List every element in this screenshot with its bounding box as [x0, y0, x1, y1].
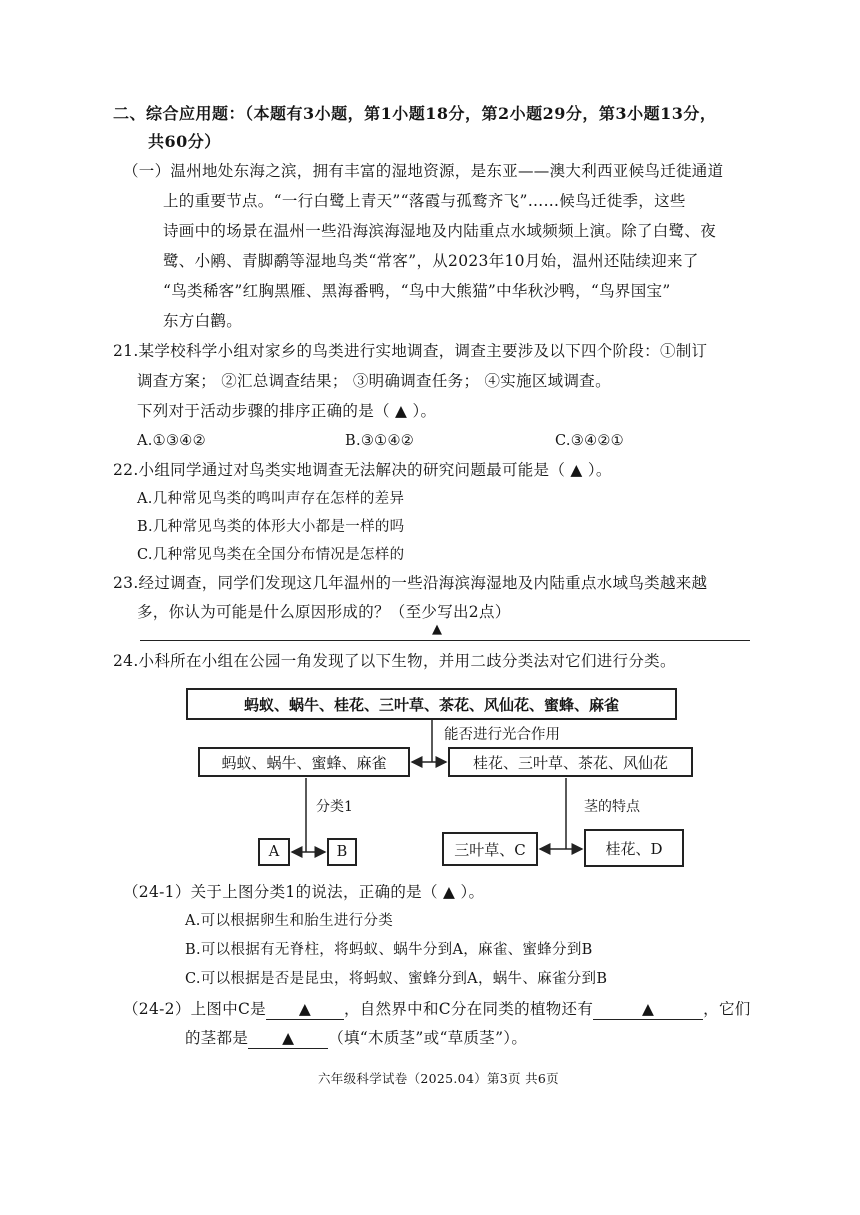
q24-2-line1 — [123, 999, 751, 1020]
q22-stem: 22.小组同学通过对鸟类实地调查无法解决的研究问题最可能是（ ▲ ）。 — [113, 461, 612, 479]
criterion-stem-feature: 茎的特点 — [584, 799, 640, 815]
blank-mark: ▲ — [642, 1000, 655, 1018]
q22-option-a: A.几种常见鸟类的鸣叫声存在怎样的差异 — [137, 491, 405, 507]
section-title-line1: 二、综合应用题：（本题有3小题，第1小题18分，第2小题29分，第3小题13分， — [113, 104, 717, 123]
diagram-box-top: 蚂蚁、蜗牛、桂花、三叶草、茶花、风仙花、蜜蜂、麻雀 — [186, 688, 677, 720]
passage-line: 鹭、小鹇、青脚鹬等湿地鸟类“常客”，从2023年10月始，温州还陆续迎来了 — [163, 252, 699, 270]
q24-2-suffix: ，它们 — [703, 1000, 751, 1018]
q21-stem-line2: 调查方案； ②汇总调查结果； ③明确调查任务； ④实施区域调查。 — [137, 372, 611, 390]
passage-line: “鸟类稀客”红胸黑雁、黑海番鸭，“鸟中大熊猫”中华秋沙鸭，“鸟界国宝” — [163, 282, 671, 300]
diagram-box-animals: 蚂蚁、蜗牛、蜜蜂、麻雀 — [198, 747, 410, 777]
q24-stem: 24.小科所在小组在公园一角发现了以下生物，并用二歧分类法对它们进行分类。 — [113, 652, 676, 670]
q21-option-b: B.③①④② — [345, 433, 415, 449]
q24-2-line2 — [185, 1028, 527, 1049]
q22-option-c: C.几种常见鸟类在全国分布情况是怎样的 — [137, 547, 405, 563]
q24-1-stem: （24-1）关于上图分类1的说法，正确的是（ ▲ ）。 — [123, 883, 485, 901]
criterion-classification-1: 分类1 — [316, 799, 353, 815]
blank-stem-type[interactable] — [248, 1028, 328, 1049]
q24-1-option-c: C.可以根据是否是昆虫，将蚂蚁、蜜蜂分到A，蜗牛、麻雀分到B — [185, 971, 608, 987]
q21-option-a: A.①③④② — [137, 433, 206, 449]
q24-2-line2-suffix: （填“木质茎”或“草质茎”）。 — [328, 1029, 528, 1047]
diagram-box-d: 桂花、D — [584, 829, 684, 867]
diagram-box-plants: 桂花、三叶草、茶花、风仙花 — [448, 747, 693, 777]
blank-c[interactable] — [266, 999, 344, 1020]
criterion-photosynthesis: 能否进行光合作用 — [444, 727, 560, 743]
passage-line: 东方白鹳。 — [163, 312, 243, 330]
q21-stem-line1: 21.某学校科学小组对家乡的鸟类进行实地调查，调查主要涉及以下四个阶段：①制订 — [113, 342, 708, 360]
q23-stem-line2: 多，你认为可能是什么原因形成的？（至少写出2点） — [137, 603, 511, 621]
blank-mark: ▲ — [282, 1029, 295, 1047]
q24-2-mid: ，自然界中和C分在同类的植物还有 — [343, 1000, 594, 1018]
blank-same-class-plants[interactable] — [593, 999, 703, 1020]
diagram-box-a: A — [258, 838, 290, 866]
section-title-line2: 共60分） — [148, 132, 221, 151]
page-footer: 六年级科学试卷（2025.04）第3页 共6页 — [318, 1071, 559, 1086]
blank-mark: ▲ — [298, 1000, 312, 1018]
q24-2-line2-prefix: 的茎都是 — [185, 1029, 249, 1047]
diagram-box-c: 三叶草、C — [442, 832, 538, 866]
q24-1-option-b: B.可以根据有无脊柱，将蚂蚁、蜗牛分到A，麻雀、蜜蜂分到B — [185, 942, 593, 958]
q21-stem-line3: 下列对于活动步骤的排序正确的是（ ▲ ）。 — [137, 402, 437, 420]
q23-answer-mark: ▲ — [432, 622, 442, 637]
q24-2-prefix: （24-2）上图中C是 — [123, 1000, 266, 1018]
passage-line: 诗画中的场景在温州一些沿海滨海湿地及内陆重点水域频频上演。除了白鹭、夜 — [163, 222, 717, 240]
diagram-box-b: B — [327, 838, 357, 866]
passage-line: 上的重要节点。“一行白鹭上青天”“落霞与孤鹜齐飞”……候鸟迁徙季，这些 — [163, 192, 686, 210]
q24-1-option-a: A.可以根据卵生和胎生进行分类 — [185, 913, 394, 929]
q23-stem-line1: 23.经过调查，同学们发现这几年温州的一些沿海滨海湿地及内陆重点水域鸟类越来越 — [113, 574, 708, 592]
q22-option-b: B.几种常见鸟类的体形大小都是一样的吗 — [137, 519, 405, 535]
q21-option-c: C.③④②① — [555, 433, 624, 449]
passage-line: （一）温州地处东海之滨，拥有丰富的湿地资源，是东亚——澳大利西亚候鸟迁徙通道 — [123, 162, 724, 180]
